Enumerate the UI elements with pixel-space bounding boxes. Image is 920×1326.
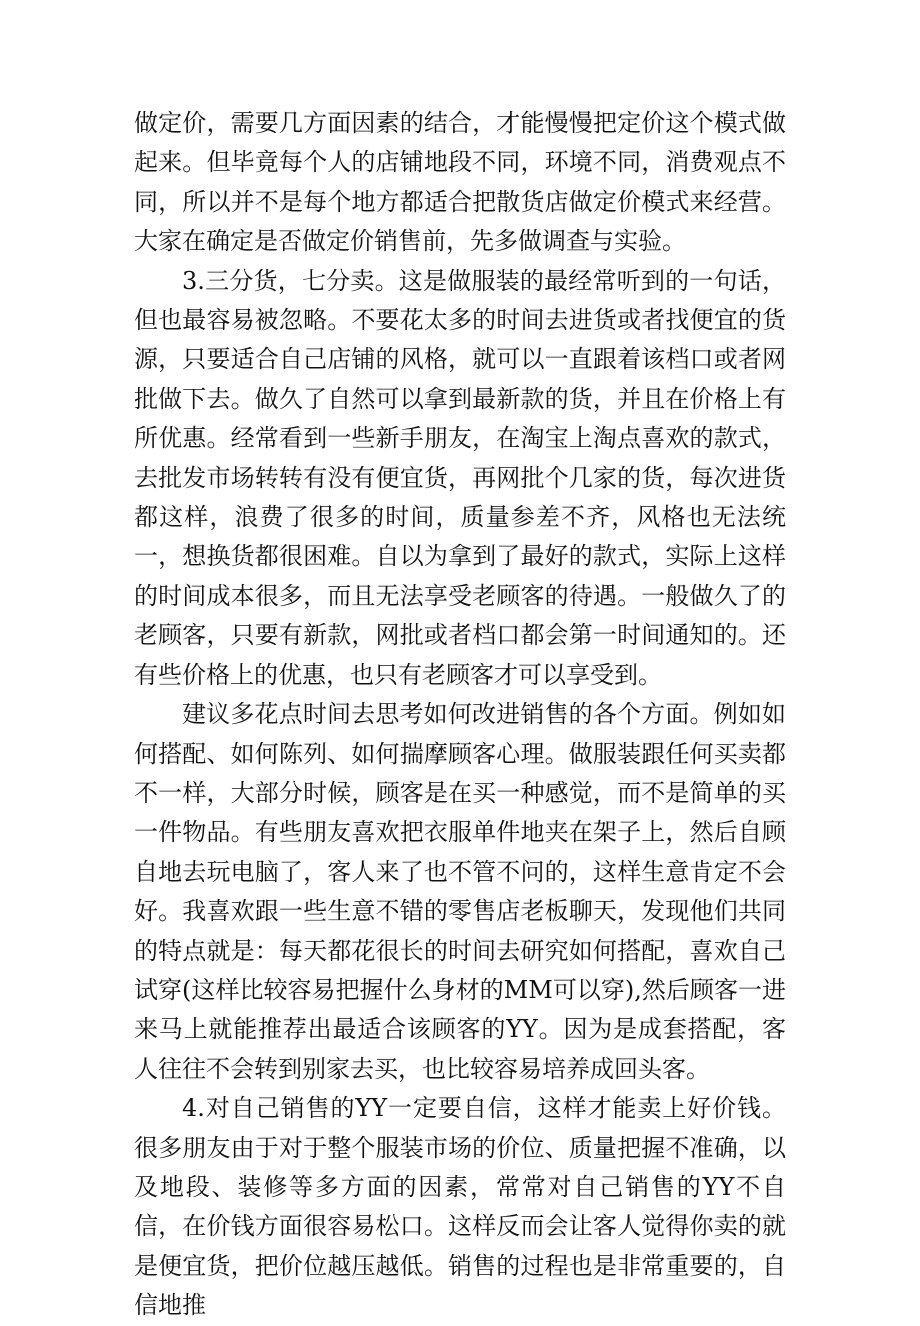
paragraph-pricing-intro: 做定价，需要几方面因素的结合，才能慢慢把定价这个模式做起来。但毕竟每个人的店铺地段不同，环境不同，消费观点不同，所以并不是每个地方都适合把散货店做定价模式来经营。大家在确定是否做定价销售前，先多做调查与实验。 xyxy=(134,109,786,256)
paragraph-sales-suggestions: 建议多花点时间去思考如何改进销售的各个方面。例如如何搭配、如何陈列、如何揣摩顾客心理。做服装跟任何买卖都不一样，大部分时候，顾客是在买一种感觉，而不是简单的买一件物品。有些朋友喜欢把衣服单件地夹在架子上，然后自顾自地去玩电脑了，客人来了也不管不问的，这样生意肯定不会好。我喜欢跟一些生意不错的零售店老板聊天，发现他们共同的特点就是：每天都花很长的时间去研究如何搭配，喜欢自己试穿(这样比较容易把握什么身材的MM可以穿),然后顾客一进来马上就能推荐出最适合该顾客的YY。因为是成套搭配，客人往往不会转到别家去买，也比较容易培养成回头客。 xyxy=(134,700,786,1083)
paragraph-point-4: 4.对自己销售的YY一定要自信，这样才能卖上好价钱。很多朋友由于对于整个服装市场的价位、质量把握不准确，以及地段、装修等多方面的因素，常常对自己销售的YY不自信，在价钱方面很容易松口。这样反而会让客人觉得你卖的就是便宜货，把价位越压越低。销售的过程也是非常重要的，自信地推 xyxy=(134,1094,786,1320)
paragraph-point-3: 3.三分货，七分卖。这是做服装的最经常听到的一句话，但也最容易被忽略。不要花太多的时间去进货或者找便宜的货源，只要适合自己店铺的风格，就可以一直跟着该档口或者网批做下去。做久了自然可以拿到最新款的货，并且在价格上有所优惠。经常看到一些新手朋友，在淘宝上淘点喜欢的款式，去批发市场转转有没有便宜货，再网批个几家的货，每次进货都这样，浪费了很多的时间，质量参差不齐，风格也无法统一，想换货都很困难。自以为拿到了最好的款式，实际上这样的时间成本很多，而且无法享受老顾客的待遇。一般做久了的老顾客，只要有新款，网批或者档口都会第一时间通知的。还有些价格上的优惠，也只有老顾客才可以享受到。 xyxy=(134,266,786,689)
document-body xyxy=(134,104,786,1326)
